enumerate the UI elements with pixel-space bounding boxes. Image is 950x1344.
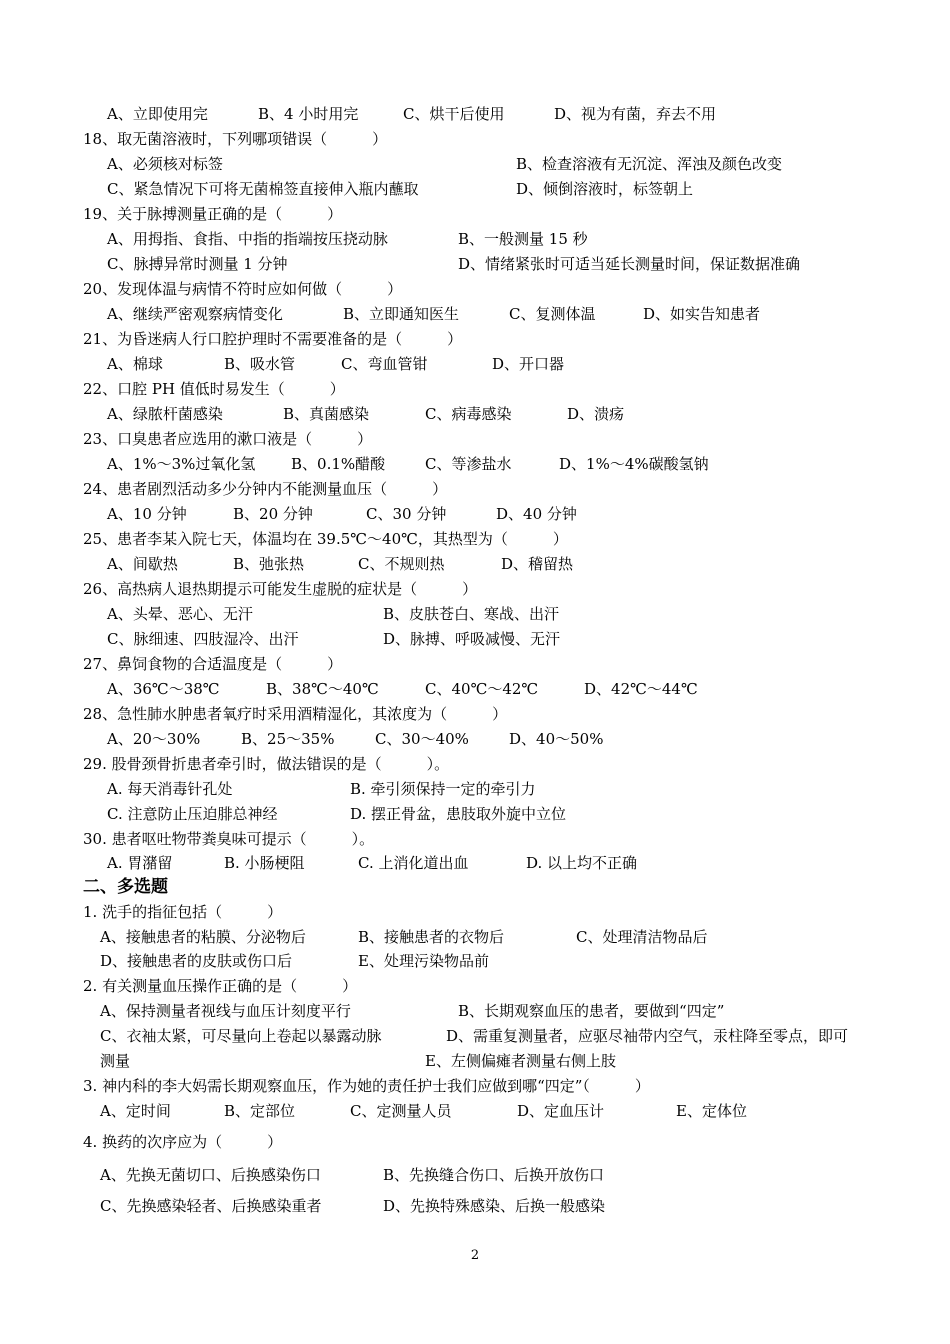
m2-option-b: B、长期观察血压的患者，要做到“四定” — [458, 1002, 725, 1020]
q24-stem: 24、患者剧烈活动多少分钟内不能测量血压（ ） — [83, 480, 448, 498]
q21-option-c: C、弯血管钳 — [341, 355, 428, 373]
q27-option-c: C、40℃～42℃ — [425, 680, 539, 698]
q28-option-b: B、25～35% — [241, 730, 335, 748]
m4-stem: 4. 换药的次序应为（ ） — [83, 1133, 283, 1151]
m2-option-c: C、衣袖太紧，可尽量向上卷起以暴露动脉 — [100, 1027, 382, 1045]
q29-option-b: B. 牵引须保持一定的牵引力 — [350, 780, 536, 798]
q22-option-a: A、绿脓杆菌感染 — [107, 405, 223, 423]
m3-option-d: D、定血压计 — [517, 1102, 605, 1120]
m4-option-a: A、先换无菌切口、后换感染伤口 — [100, 1166, 321, 1184]
m3-option-a: A、定时间 — [100, 1102, 171, 1120]
q29-option-c: C. 注意防止压迫腓总神经 — [107, 805, 278, 823]
q28-stem: 28、急性肺水肿患者氧疗时采用酒精湿化，其浓度为（ ） — [83, 705, 508, 723]
q20-option-b: B、立即通知医生 — [343, 305, 460, 323]
q26-option-b: B、皮肤苍白、寒战、出汗 — [383, 605, 560, 623]
m2-option-d: D、需重复测量者，应驱尽袖带内空气，汞柱降至零点，即可 — [446, 1027, 849, 1045]
m3-option-c: C、定测量人员 — [350, 1102, 452, 1120]
m1-option-b: B、接触患者的衣物后 — [358, 928, 505, 946]
q19-option-d: D、情绪紧张时可适当延长测量时间，保证数据准确 — [458, 255, 801, 273]
m4-option-b: B、先换缝合伤口、后换开放伤口 — [383, 1166, 605, 1184]
q25-option-c: C、不规则热 — [358, 555, 445, 573]
q17-option-c: C、烘干后使用 — [403, 105, 505, 123]
q27-option-a: A、36℃～38℃ — [107, 680, 220, 698]
q20-option-a: A、继续严密观察病情变化 — [107, 305, 283, 323]
q25-option-b: B、弛张热 — [233, 555, 305, 573]
q18-stem: 18、取无菌溶液时，下列哪项错误（ ） — [83, 130, 388, 148]
page-number: 2 — [470, 1248, 480, 1263]
q25-stem: 25、患者李某入院七天，体温均在 39.5℃～40℃，其热型为（ ） — [83, 530, 568, 548]
q25-option-d: D、稽留热 — [501, 555, 574, 573]
m2-option-d-continued: 测量 — [100, 1052, 131, 1070]
q19-option-a: A、用拇指、食指、中指的指端按压挠动脉 — [107, 230, 388, 248]
q27-stem: 27、鼻饲食物的合适温度是（ ） — [83, 655, 343, 673]
q29-option-d: D. 摆正骨盆，患肢取外旋中立位 — [350, 805, 567, 823]
q28-option-a: A、20～30% — [107, 730, 201, 748]
q21-option-a: A、棉球 — [107, 355, 163, 373]
q18-option-c: C、紧急情况下可将无菌棉签直接伸入瓶内蘸取 — [107, 180, 419, 198]
q18-option-b: B、检查溶液有无沉淀、浑浊及颜色改变 — [516, 155, 783, 173]
q27-option-b: B、38℃～40℃ — [266, 680, 379, 698]
q17-option-a: A、立即使用完 — [107, 105, 208, 123]
m1-option-c: C、处理清洁物品后 — [576, 928, 708, 946]
q17-option-d: D、视为有菌，弃去不用 — [554, 105, 717, 123]
q22-option-d: D、溃疡 — [567, 405, 625, 423]
q23-option-a: A、1%～3%过氧化氢 — [107, 455, 256, 473]
q28-option-d: D、40～50% — [509, 730, 604, 748]
m3-option-b: B、定部位 — [224, 1102, 296, 1120]
q27-option-d: D、42℃～44℃ — [584, 680, 698, 698]
q19-option-b: B、一般测量 15 秒 — [458, 230, 588, 248]
q20-stem: 20、发现体温与病情不符时应如何做（ ） — [83, 280, 403, 298]
q24-option-a: A、10 分钟 — [107, 505, 187, 523]
q23-stem: 23、口臭患者应选用的漱口液是（ ） — [83, 430, 373, 448]
q19-option-c: C、脉搏异常时测量 1 分钟 — [107, 255, 288, 273]
q30-option-c: C. 上消化道出血 — [358, 854, 469, 872]
q30-option-d: D. 以上均不正确 — [526, 854, 638, 872]
m3-stem: 3. 神内科的李大妈需长期观察血压，作为她的责任护士我们应做到哪“四定”（ ） — [83, 1077, 650, 1095]
q23-option-d: D、1%～4%碳酸氢钠 — [559, 455, 709, 473]
m1-option-e: E、处理污染物品前 — [358, 952, 489, 970]
q18-option-a: A、必须核对标签 — [107, 155, 223, 173]
m3-option-e: E、定体位 — [676, 1102, 747, 1120]
q22-option-c: C、病毒感染 — [425, 405, 512, 423]
q30-option-a: A. 胃潴留 — [107, 854, 173, 872]
q24-option-c: C、30 分钟 — [366, 505, 447, 523]
section-heading-multiple-choice: 二、多选题 — [83, 877, 168, 897]
m2-option-e: E、左侧偏瘫者测量右侧上肢 — [425, 1052, 616, 1070]
q21-stem: 21、为昏迷病人行口腔护理时不需要准备的是（ ） — [83, 330, 463, 348]
q25-option-a: A、间歇热 — [107, 555, 178, 573]
q24-option-b: B、20 分钟 — [233, 505, 313, 523]
m4-option-c: C、先换感染轻者、后换感染重者 — [100, 1197, 322, 1215]
q26-stem: 26、高热病人退热期提示可能发生虚脱的症状是（ ） — [83, 580, 478, 598]
q20-option-c: C、复测体温 — [509, 305, 596, 323]
q19-stem: 19、关于脉搏测量正确的是（ ） — [83, 205, 343, 223]
m1-stem: 1. 洗手的指征包括（ ） — [83, 903, 283, 921]
q29-stem: 29. 股骨颈骨折患者牵引时，做法错误的是（ ）。 — [83, 755, 450, 773]
m2-option-a: A、保持测量者视线与血压计刻度平行 — [100, 1002, 351, 1020]
q26-option-c: C、脉细速、四肢湿冷、出汗 — [107, 630, 299, 648]
q20-option-d: D、如实告知患者 — [643, 305, 761, 323]
q17-option-b: B、4 小时用完 — [258, 105, 359, 123]
q26-option-d: D、脉搏、呼吸减慢、无汗 — [383, 630, 561, 648]
q23-option-c: C、等渗盐水 — [425, 455, 512, 473]
q29-option-a: A. 每天消毒针孔处 — [107, 780, 233, 798]
q30-stem: 30. 患者呕吐物带粪臭味可提示（ ）。 — [83, 830, 375, 848]
q22-stem: 22、口腔 PH 值低时易发生（ ） — [83, 380, 345, 398]
q21-option-d: D、开口器 — [492, 355, 565, 373]
m1-option-a: A、接触患者的粘膜、分泌物后 — [100, 928, 306, 946]
q18-option-d: D、倾倒溶液时，标签朝上 — [516, 180, 694, 198]
q21-option-b: B、吸水管 — [224, 355, 296, 373]
q26-option-a: A、头晕、恶心、无汗 — [107, 605, 253, 623]
q23-option-b: B、0.1%醋酸 — [291, 455, 386, 473]
q30-option-b: B. 小肠梗阻 — [224, 854, 305, 872]
q22-option-b: B、真菌感染 — [283, 405, 370, 423]
m1-option-d: D、接触患者的皮肤或伤口后 — [100, 952, 293, 970]
m4-option-d: D、先换特殊感染、后换一般感染 — [383, 1197, 606, 1215]
q28-option-c: C、30～40% — [375, 730, 469, 748]
q24-option-d: D、40 分钟 — [496, 505, 577, 523]
m2-stem: 2. 有关测量血压操作正确的是（ ） — [83, 977, 358, 995]
